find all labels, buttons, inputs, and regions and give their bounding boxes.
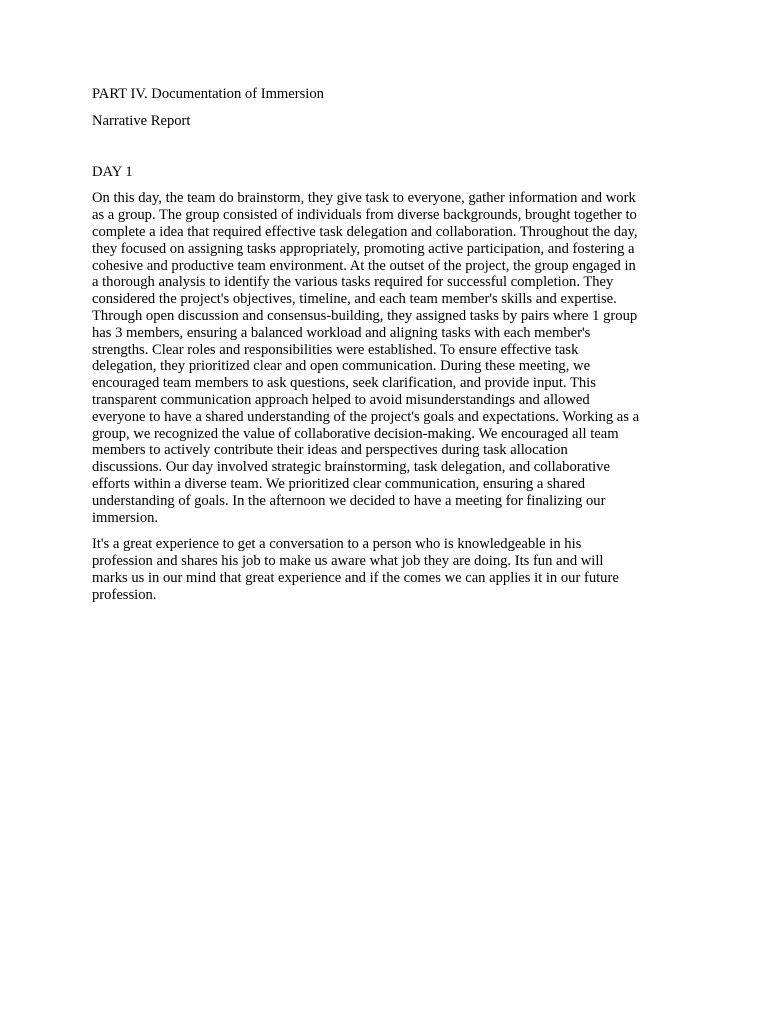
paragraph-line: encouraged team members to ask questions, seek clarification, and provide input. This [92,375,596,392]
paragraph-line: profession. [92,586,157,603]
paragraph-line: members to actively contribute their ideas and perspectives during task allocation [92,442,568,459]
paragraph-line: has 3 members, ensuring a balanced workload and aligning tasks with each member's [92,324,591,341]
document-page [92,86,676,604]
report-subtitle: Narrative Report [92,112,191,129]
day-title: DAY 1 [92,163,133,180]
paragraph-line: Through open discussion and consensus-building, they assigned tasks by pairs where 1 group [92,307,638,324]
paragraph-line: complete a idea that required effective task delegation and collaboration. Throughout the day, [92,223,638,240]
paragraph-line: cohesive and productive team environment. At the outset of the project, the group engaged in [92,257,636,274]
paragraph-line: On this day, the team do brainstorm, they give task to everyone, gather information and work [92,190,636,207]
paragraph-line: group, we recognized the value of collaborative decision-making. We encouraged all team [92,425,619,442]
paragraph-line: considered the project's objectives, timeline, and each team member's skills and expertise. [92,291,617,308]
paragraph-line: as a group. The group consisted of individuals from diverse backgrounds, brought together to [92,207,637,224]
paragraph-line: strengths. Clear roles and responsibilities were established. To ensure effective task [92,341,579,358]
paragraph-line: a thorough analysis to identify the various tasks required for successful completion. They [92,274,614,291]
paragraph-line: everyone to have a shared understanding of the project's goals and expectations. Working as a [92,408,640,425]
narrative-paragraph-1 [92,190,676,526]
paragraph-line: profession and shares his job to make us aware what job they are doing. Its fun and will [92,553,604,570]
paragraph-line: understanding of goals. In the afternoon we decided to have a meeting for finalizing our [92,492,606,509]
part-title: PART IV. Documentation of Immersion [92,86,324,102]
paragraph-line: immersion. [92,509,159,526]
paragraph-line: It's a great experience to get a conversation to a person who is knowledgeable in his [92,536,582,553]
paragraph-line: efforts within a diverse team. We prioritized clear communication, ensuring a shared [92,475,586,492]
paragraph-line: transparent communication approach helped to avoid misunderstandings and allowed [92,391,590,408]
narrative-paragraph-2 [92,536,676,603]
paragraph-line: discussions. Our day involved strategic brainstorming, task delegation, and collaborative [92,459,610,476]
paragraph-line: delegation, they prioritized clear and open communication. During these meeting, we [92,358,591,375]
paragraph-line: they focused on assigning tasks appropriately, promoting active participation, and fostering a [92,240,635,257]
paragraph-line: marks us in our mind that great experience and if the comes we can applies it in our future [92,569,619,586]
